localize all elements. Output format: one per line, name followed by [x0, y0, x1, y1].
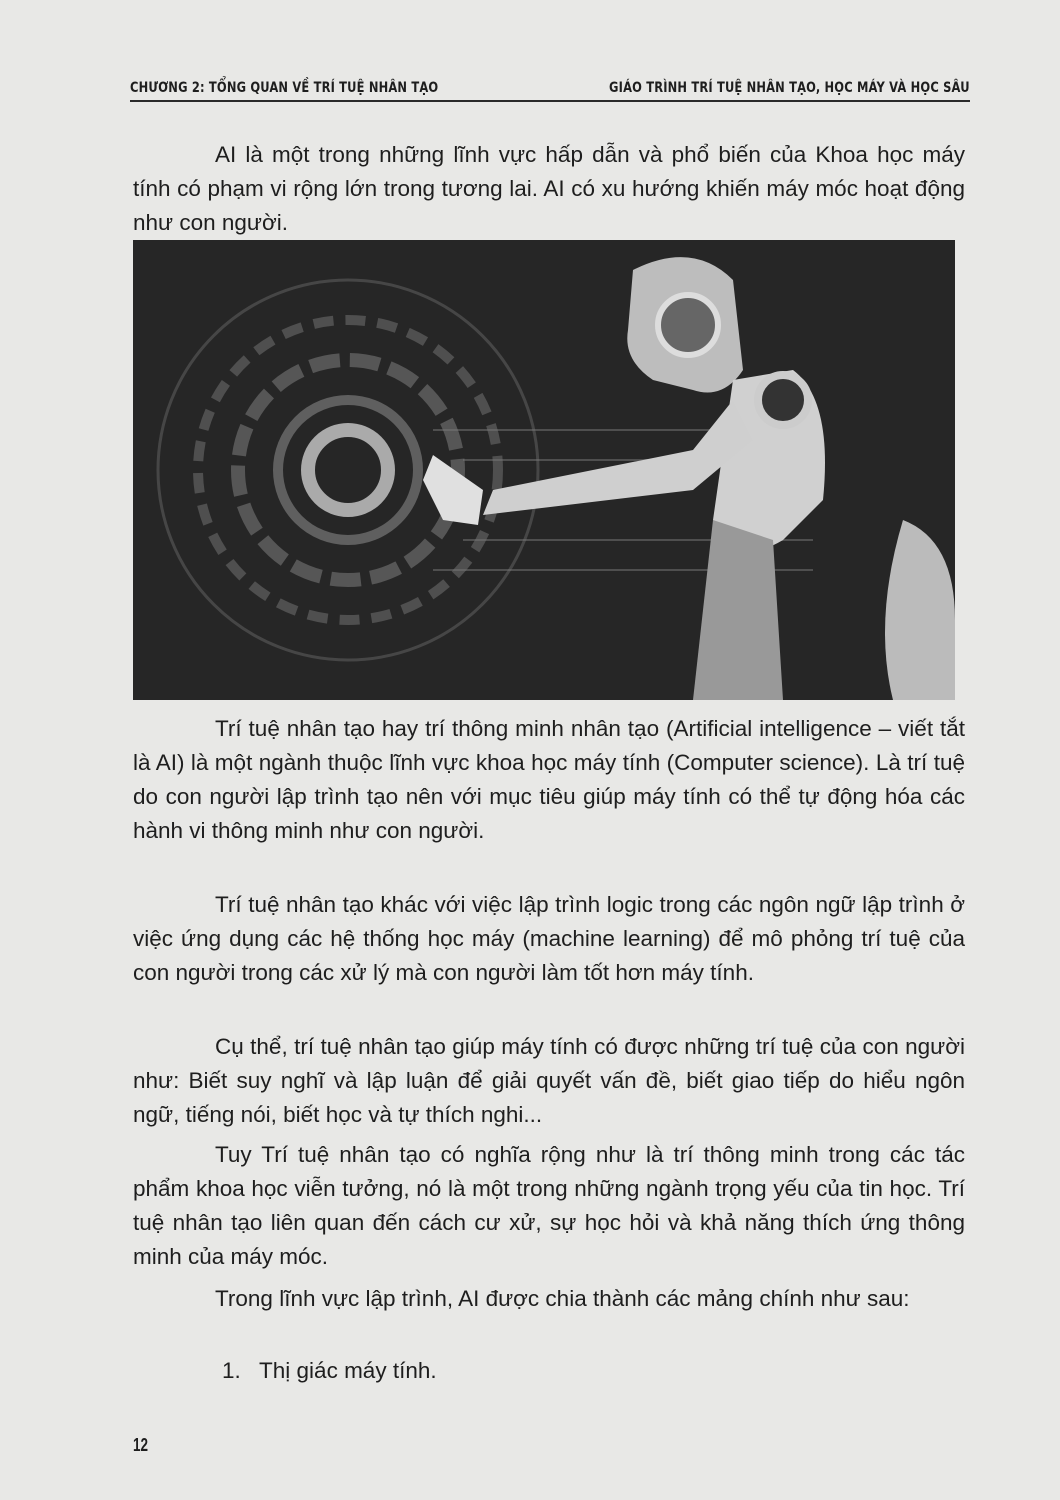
page-number: 12: [133, 1435, 149, 1455]
running-header: [130, 80, 970, 96]
list-text: Thị giác máy tính.: [259, 1358, 437, 1383]
book-title: GIÁO TRÌNH TRÍ TUỆ NHÂN TẠO, HỌC MÁY VÀ HỌC SÂU: [609, 80, 970, 96]
list-number: 1.: [222, 1358, 241, 1383]
paragraph: Trong lĩnh vực lập trình, AI được chia thành các mảng chính như sau:: [215, 1286, 910, 1311]
list-item: [222, 1358, 437, 1384]
paragraph: Cụ thể, trí tuệ nhân tạo giúp máy tính có được những trí tuệ của con người như: Biết suy nghĩ và lập luận để giải quyết vấn đề, biết giao tiếp do hiểu ngôn ngữ, tiếng nói, biết học và tự thích nghi...: [133, 1034, 965, 1127]
robot-illustration: [133, 240, 955, 700]
header-rule: [130, 100, 970, 102]
chapter-title: CHƯƠNG 2: TỔNG QUAN VỀ TRÍ TUỆ NHÂN TẠO: [130, 80, 439, 96]
paragraph: Trí tuệ nhân tạo khác với việc lập trình logic trong các ngôn ngữ lập trình ở việc ứng dụng các hệ thống học máy (machine learning) để mô phỏng trí tuệ của con người trong các xử lý mà con người làm tốt hơn máy tính.: [133, 892, 965, 985]
paragraph: AI là một trong những lĩnh vực hấp dẫn và phổ biến của Khoa học máy tính có phạm vi rộng lớn trong tương lai. AI có xu hướng khiến máy móc hoạt động như con người.: [133, 142, 965, 235]
paragraph: Tuy Trí tuệ nhân tạo có nghĩa rộng như là trí thông minh trong các tác phẩm khoa học viễn tưởng, nó là một trong những ngành trọng yếu của tin học. Trí tuệ nhân tạo liên quan đến cách cư xử, sự học hỏi và khả năng thích ứng thông minh của máy móc.: [133, 1142, 965, 1269]
paragraph: Trí tuệ nhân tạo hay trí thông minh nhân tạo (Artificial intelligence – viết tắt là AI) là một ngành thuộc lĩnh vực khoa học máy tính (Computer science). Là trí tuệ do con người lập trình tạo nên với mục tiêu giúp máy tính có thể tự động hóa các hành vi thông minh như con người.: [133, 716, 965, 843]
